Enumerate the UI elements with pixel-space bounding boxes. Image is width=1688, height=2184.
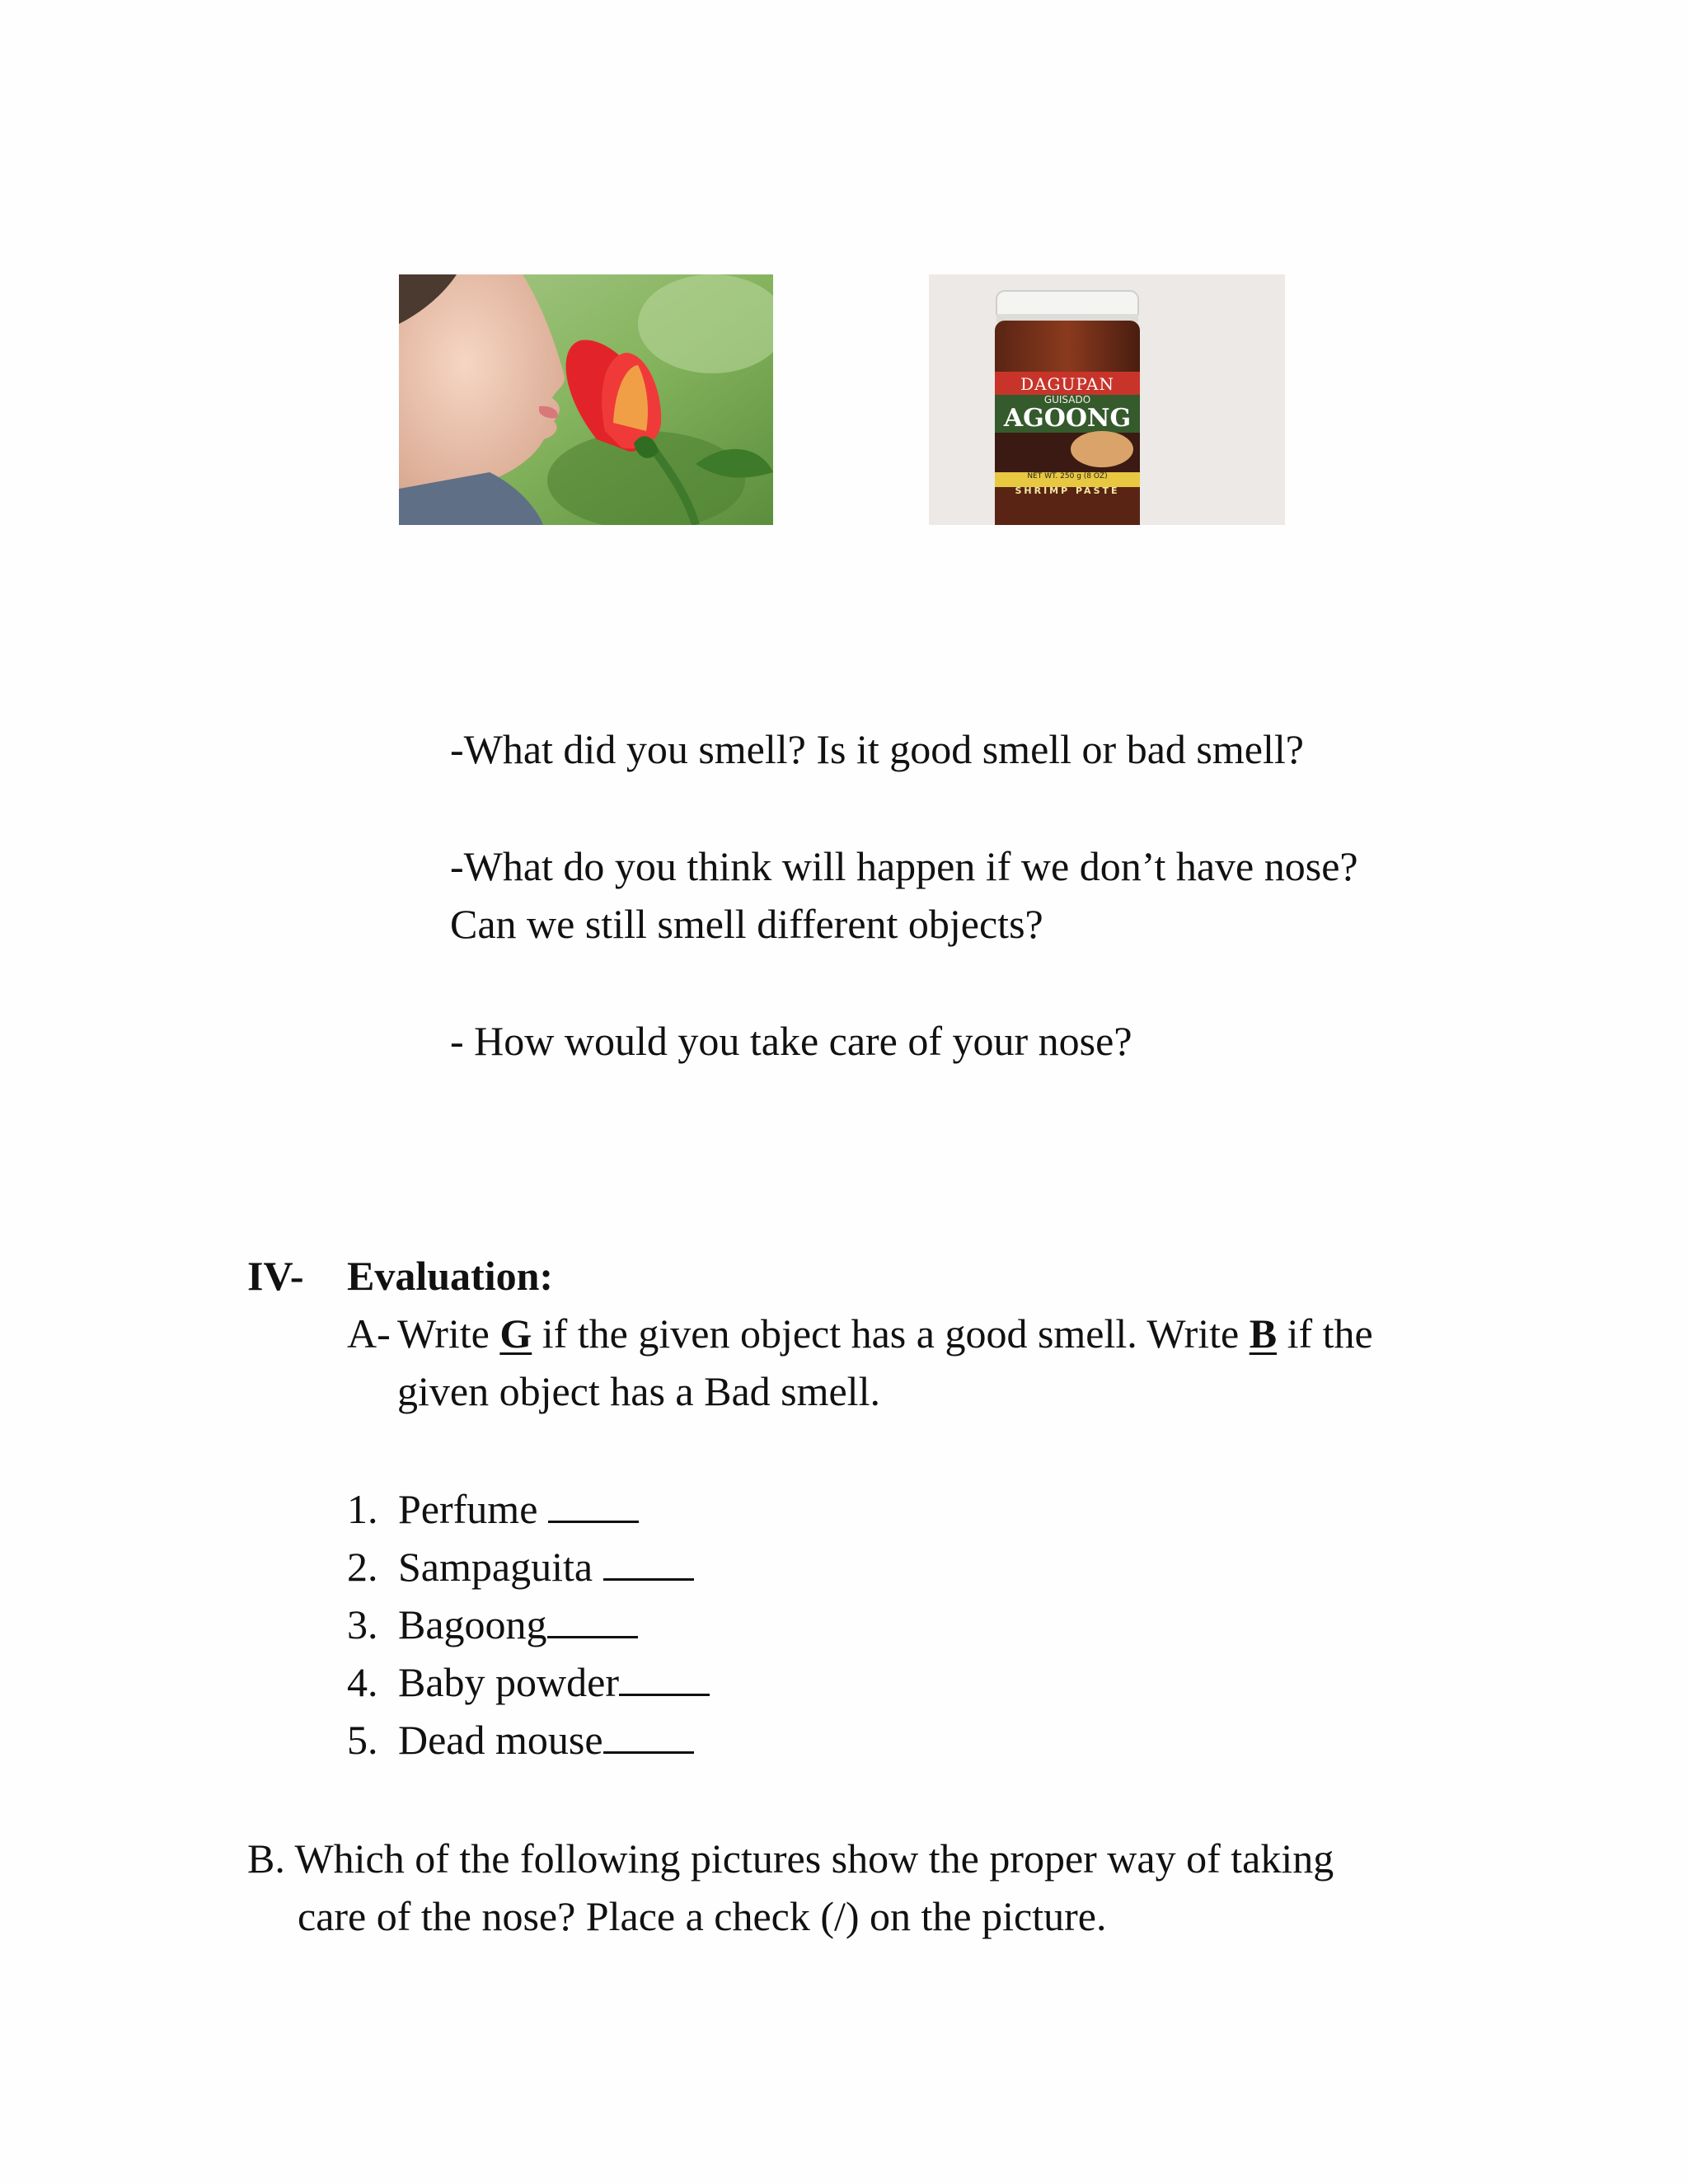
question-care-nose: - How would you take care of your nose? — [450, 1018, 1132, 1064]
child-smelling-flower-photo — [399, 274, 773, 525]
item-number: 2. — [347, 1544, 378, 1590]
item-number: 4. — [347, 1659, 378, 1705]
list-item — [347, 1711, 710, 1769]
jar-label-weight: NET WT. 250 g (8 OZ) — [1027, 472, 1108, 480]
jar-label-brand: DAGUPAN — [1020, 374, 1114, 394]
list-item — [347, 1653, 710, 1711]
item-text: Baby powder — [398, 1659, 619, 1705]
question-no-nose: -What do you think will happen if we don’t have nose? — [450, 843, 1358, 889]
part-a-instruction-line2: given object has a Bad smell. — [397, 1368, 880, 1414]
answer-blank[interactable] — [547, 1601, 638, 1638]
bad-letter-b: B — [1249, 1310, 1278, 1357]
part-a-text-2: if the given object has a good smell. Write — [532, 1310, 1250, 1357]
list-item — [347, 1538, 710, 1596]
evaluation-heading: Evaluation: — [347, 1253, 554, 1299]
item-number: 5. — [347, 1717, 378, 1763]
jar-label-bottom: SHRIMP PASTE — [1015, 485, 1120, 496]
part-b-instruction-line2: care of the nose? Place a check (/) on the picture. — [298, 1893, 1107, 1939]
item-text: Dead mouse — [398, 1717, 603, 1763]
question-smell: -What did you smell? Is it good smell or bad smell? — [450, 726, 1304, 772]
item-text: Perfume — [398, 1486, 548, 1532]
item-number: 1. — [347, 1486, 378, 1532]
list-item — [347, 1480, 710, 1538]
section-numeral: IV- — [247, 1253, 304, 1299]
jar-label-sub: GUISADO — [1043, 394, 1091, 405]
answer-blank[interactable] — [603, 1717, 694, 1754]
part-a-instruction-line1 — [397, 1305, 1373, 1362]
jar-label-main: AGOONG — [1003, 404, 1132, 433]
smell-item-list — [347, 1480, 710, 1769]
part-a-text-3: if the — [1277, 1310, 1373, 1357]
answer-blank[interactable] — [619, 1659, 710, 1696]
answer-blank[interactable] — [548, 1486, 639, 1523]
part-a-prefix: A- — [347, 1310, 391, 1357]
bagoong-jar-photo — [929, 274, 1285, 525]
item-text: Bagoong — [398, 1601, 547, 1647]
list-item — [347, 1596, 710, 1653]
part-a-text-1: Write — [397, 1310, 500, 1357]
item-number: 3. — [347, 1601, 378, 1647]
question-still-smell: Can we still smell different objects? — [450, 901, 1043, 947]
part-b-instruction-line1: B. Which of the following pictures show the proper way of taking — [247, 1835, 1334, 1882]
answer-blank[interactable] — [603, 1544, 694, 1581]
good-letter-g: G — [499, 1310, 532, 1357]
item-text: Sampaguita — [398, 1544, 603, 1590]
